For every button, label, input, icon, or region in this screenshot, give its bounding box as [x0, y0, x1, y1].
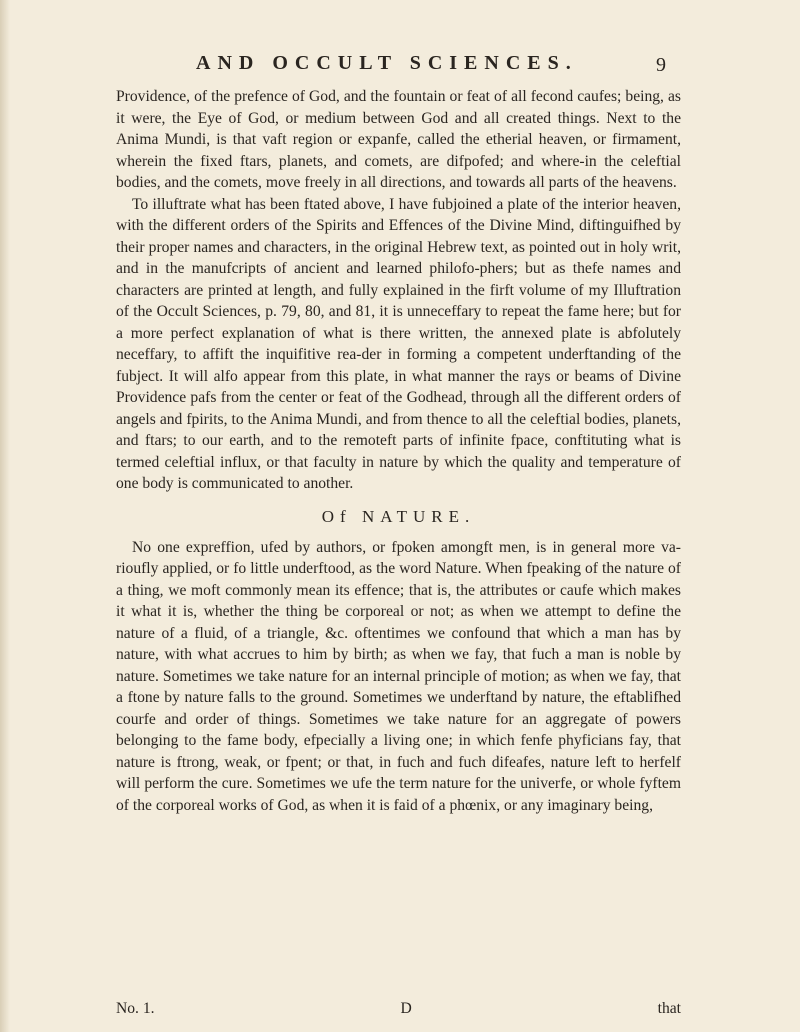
running-header	[196, 52, 666, 75]
body-text	[116, 86, 681, 816]
paragraph-nature: No one expreffion, ufed by authors, or fpoken amongft men, is in general more va-rioufly applied, or fo little underftood, as the word Nature. When fpeaking of the nature of a thing, we moft commonly mean its effence; that is, the attributes or caufe which makes it what it is, whether the thing be corporeal or not; as when we attempt to define the nature of a fluid, of a triangle, &c. oftentimes we confound that which a man has by nature, with what accrues to him by birth; as when we fay, that fuch a man is noble by nature. Sometimes we take nature for an internal principle of motion; as when we fay, that a ftone by nature falls to the ground. Sometimes we underftand by nature, the eftablifhed courfe and order of things. Sometimes we take nature for an aggregate of powers belonging to the fame body, efpecially a living one; in which fenfe phyficians fay, that nature is ftrong, weak, or fpent; or that, in fuch and fuch difeafes, nature left to herfelf will perform the cure. Sometimes we ufe the term nature for the univerfe, or whole fyftem of the corporeal works of God, as when it is faid of a phœnix, or any imaginary being,	[116, 538, 681, 814]
signature-mark: D	[400, 1000, 412, 1017]
page-number: 9	[656, 54, 666, 76]
paragraph-providence: Providence, of the prefence of God, and the fountain or feat of all fecond caufes; being, as it were, the Eye of God, or medium between God and all created things. Next to the Anima Mundi, is that vaft region or expanfe, called the etherial heaven, or firmament, wherein the fixed ftars, planets, and comets, are difpofed; and where-in the celeftial bodies, and the comets, move freely in all directions, and towards all parts of the heavens.	[116, 88, 681, 191]
catchword: that	[657, 1000, 681, 1017]
running-title: AND OCCULT SCIENCES.	[196, 52, 578, 74]
issue-number: No. 1.	[116, 1000, 155, 1017]
page-edge-shadow	[0, 0, 10, 1032]
page-footer	[116, 1000, 681, 1018]
paragraph-illustration: To illuftrate what has been ftated above, I have fubjoined a plate of the interior heaven, with the different orders of the Spirits and Effences of the Divine Mind, diftinguifhed by their proper names and characters, in the original Hebrew text, as pointed out in holy writ, and in the manufcripts of ancient and learned philofo-phers; but as thefe names and characters are printed at length, and fully explained in the firft volume of my Illuftration of the Occult Sciences, p. 79, 80, and 81, it is unneceffary to repeat the fame here; but for a more perfect explanation of what is there written, the annexed plate is abfolutely neceffary, to affift the inquifitive rea-der in forming a competent underftanding of the fubject. It will alfo appear from this plate, in what manner the rays or beams of Divine Providence pafs from the center or feat of the Godhead, through all the different orders of angels and fpirits, to the Anima Mundi, and from thence to all the celeftial bodies, planets, and ftars; to our earth, and to the remoteft parts of infinite fpace, conftituting what is termed celeftial influx, or that faculty in nature by which the quality and temperature of one body is communicated to another.	[116, 195, 681, 492]
section-heading: Of NATURE.	[321, 506, 476, 526]
